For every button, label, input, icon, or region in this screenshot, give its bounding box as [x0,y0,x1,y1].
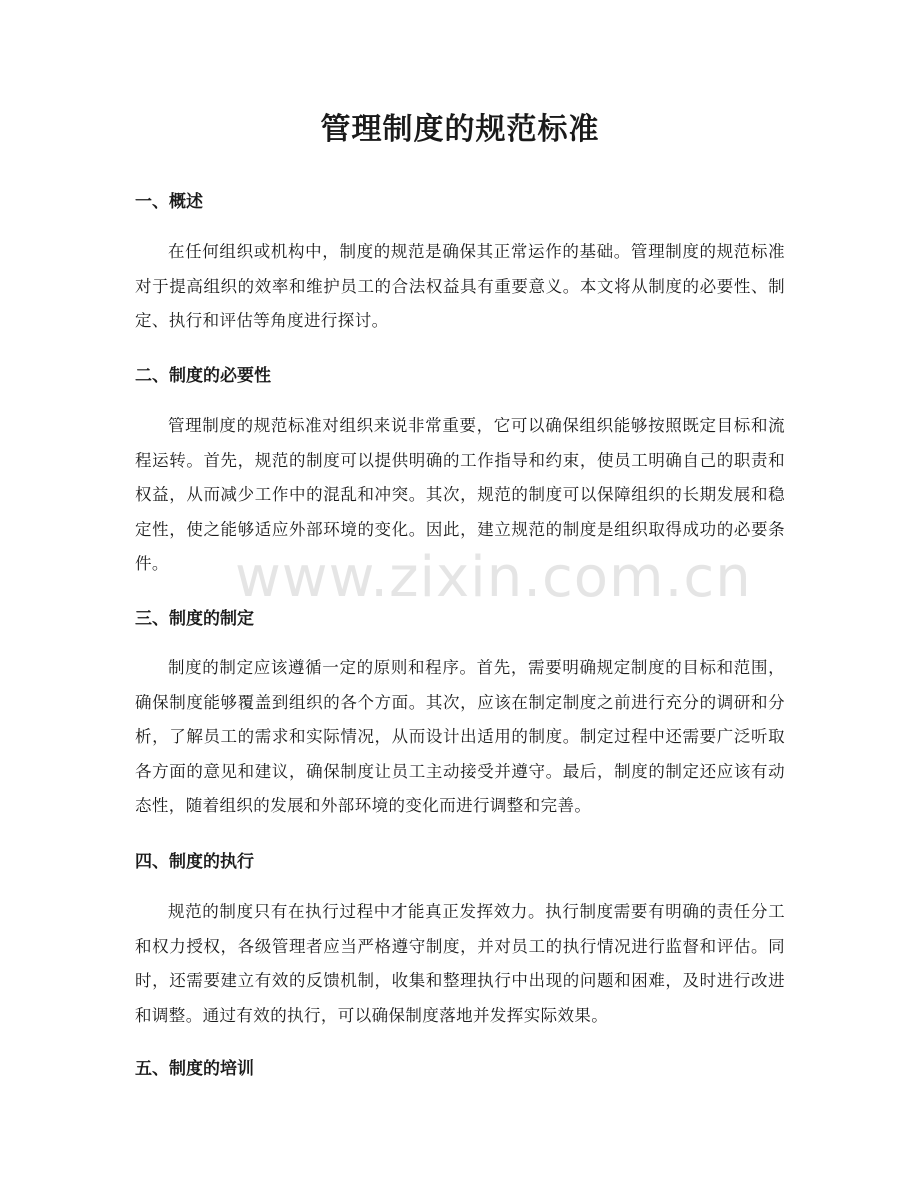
section-paragraph: 在任何组织或机构中，制度的规范是确保其正常运作的基础。管理制度的规范标准对于提高组织的效率和维护员工的合法权益具有重要意义。本文将从制度的必要性、制定、执行和评估等角度进行探讨。 [135,242,785,330]
section-paragraph: 规范的制度只有在执行过程中才能真正发挥效力。执行制度需要有明确的责任分工和权力授权，各级管理者应当严格遵守制度，并对员工的执行情况进行监督和评估。同时，还需要建立有效的反馈机制，收集和整理执行中出现的问题和困难，及时进行改进和调整。通过有效的执行，可以确保制度落地并发挥实际效果。 [135,902,785,1025]
section-necessity [135,364,785,582]
section-heading: 五、制度的培训 [135,1059,254,1079]
section-heading: 二、制度的必要性 [135,366,271,386]
section-heading: 四、制度的执行 [135,852,254,872]
section-execution [135,850,785,1033]
document-title: 管理制度的规范标准 [320,112,600,147]
section-overview [135,190,785,339]
section-paragraph: 管理制度的规范标准对组织来说非常重要，它可以确保组织能够按照既定目标和流程运转。首先，规范的制度可以提供明确的工作指导和约束，使员工明确自己的职责和权益，从而减少工作中的混乱和冲突。其次，规范的制度可以保障组织的长期发展和稳定性，使之能够适应外部环境的变化。因此，建立规范的制度是组织取得成功的必要条件。 [135,416,785,573]
section-paragraph: 制度的制定应该遵循一定的原则和程序。首先，需要明确规定制度的目标和范围，确保制度能够覆盖到组织的各个方面。其次，应该在制定制度之前进行充分的调研和分析，了解员工的需求和实际情况，从而设计出适用的制度。制定过程中还需要广泛听取各方面的意见和建议，确保制度让员工主动接受并遵守。最后，制度的制定还应该有动态性，随着组织的发展和外部环境的变化而进行调整和完善。 [135,658,785,815]
section-heading: 三、制度的制定 [135,609,254,629]
section-training [135,1057,785,1081]
section-formulation [135,607,785,824]
watermark: www.zixin.com.cn [235,545,752,610]
section-heading: 一、概述 [135,192,203,212]
